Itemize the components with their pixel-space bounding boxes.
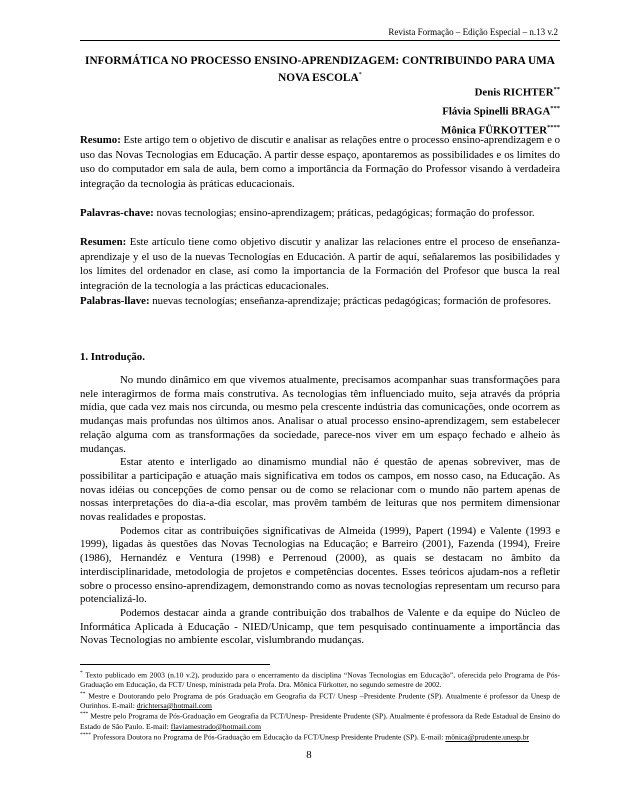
footnote-text: Professora Doutora no Programa de Pós-Graduação em Educação da FCT/Unesp Presidente Prudente (SP). E-mail:	[92, 732, 444, 742]
abstract-text: Este artículo tiene como objetivo discutir y analizar las relaciones entre el proceso de enseñanza-aprendizaje y el uso de la nuevas Tecnologías en Educación. A partir de aquí, señalaremos las posibilidades y los límites del ordenador en clase, así como la importancia de la Formación del Profesor que busca la real integración de la tecnología a las prácticas educacionales.	[80, 236, 560, 292]
footnote-text: Mestre pelo Programa de Pós-Graduação em Geografia da FCT/Unesp- Presidente Prudente (SP). Atualmente é professora da Rede Estadual de Ensino do Estado de São Paulo. E-mail:	[80, 711, 560, 731]
abstract-label: Resumo:	[80, 134, 121, 146]
footnote-text: Texto publicado em 2003 (n.10 v.2), produzido para o encerramento da disciplina “Novas Tecnologias em Educação”, oferecida pelo Programa de Pós-Graduação em Educação, da FCT/ Unesp, ministrada pela Profa. Dra. Mônica Fürkotter, no segundo semestre de 2002.	[80, 670, 560, 690]
running-header: Revista Formação – Edição Especial – n.13 v.2	[388, 27, 558, 37]
abstract-portuguese	[80, 133, 560, 191]
email-link[interactable]: flaviamestrado@hotmail.com	[170, 721, 261, 731]
footnotes	[80, 669, 560, 742]
footnote-rule	[80, 664, 270, 665]
author-list	[441, 82, 560, 138]
article-title-text: INFORMÁTICA NO PROCESSO ENSINO-APRENDIZAGEM: CONTRIBUINDO PARA UMA NOVA ESCOLA	[85, 55, 555, 84]
abstract-spanish	[80, 235, 560, 293]
abstract-text: Este artigo tem o objetivo de discutir e analisar as relações entre o processo ensino-aprendizagem e o uso das Novas Tecnologias em Educação. A partir desse espaço, apontaremos as possibilidades e os limites do uso do computador em sala de aula, bem como a importância da Formação do Professor visando à verdadeira integração da tecnologia às práticas educacionais.	[80, 134, 561, 190]
author-footnote-mark: ****	[547, 123, 560, 131]
footnote-mark: **	[80, 690, 86, 697]
section-heading: 1. Introdução.	[80, 351, 145, 363]
keywords-label: Palabras-llave:	[80, 295, 150, 307]
keywords-text: novas tecnologias; ensino-aprendizagem; práticas, pedagógicas; formação do professor.	[156, 207, 535, 219]
title-footnote-mark: *	[358, 71, 362, 78]
footnote	[80, 710, 560, 731]
body-paragraph: Podemos destacar ainda a grande contribuição dos trabalhos de Valente e da equipe do Núcleo de Informática Aplicada à Educação - NIED/Unicamp, que tem pesquisado continuamente a importância das Novas Tecnologias no ambiente escolar, vislumbrando mudanças.	[80, 606, 560, 647]
body-paragraph: Podemos citar as contribuições significativas de Almeida (1999), Papert (1994) e Valente (1993 e 1999), ligadas às questões das Novas Tecnologias na Educação; e Barreiro (2001), Fazenda (1994), Freire (1986), Hernandéz e Ventura (1998) e Perrenoud (2000), as quais se destacam no âmbito da interdisciplinaridade, metodologia de projetos e competências docentes. Esses teóricos ajudam-nos a refletir sobre o processo ensino-aprendizagem, demonstrando como as novas tecnologias representam um recurso para potencializá-lo.	[80, 524, 560, 606]
footnote-mark: ***	[80, 711, 89, 718]
page-number: 8	[306, 749, 312, 761]
section-body	[80, 374, 560, 648]
header-rule	[80, 40, 560, 41]
author-name: Mônica FÜRKOTTER	[441, 124, 547, 137]
author-name: Denis RICHTER	[474, 86, 554, 99]
author-name: Flávia Spinelli BRAGA	[442, 105, 551, 118]
body-paragraph: No mundo dinâmico em que vivemos atualmente, precisamos acompanhar suas transformações para nele interagirmos de forma mais construtiva. As tecnologias têm influenciado muito, seja através da própria mídia, que cada vez mais nos circunda, ou mesmo pela crescente indústria das comunicações, onde ocorrem as mudanças mais profundas nos últimos anos. Analisar o atual processo ensino-aprendizagem, sem estabelecer relação alguma com as transformações da sociedade, parece-nos viver em um espaço fechado e alheio às mudanças.	[80, 374, 560, 455]
author	[441, 82, 560, 101]
email-link[interactable]: mônica@prudente.unesp.br	[445, 732, 530, 742]
author	[441, 101, 560, 120]
footnote	[80, 690, 560, 711]
footnote-text: Mestre e Doutorando pelo Programa de pós Graduação em Geografia da FCT/ Unesp –Presidente Prudente (SP). Atualmente é professor da Unesp de Ourinhos. E-mail:	[80, 691, 560, 710]
abstract-label: Resumen:	[80, 236, 127, 248]
footnote	[80, 731, 560, 742]
keywords-portuguese	[80, 206, 560, 221]
body-paragraph: Estar atento e interligado ao dinamismo mundial não é questão de apenas sobreviver, mas de possibilitar a participação e atuação mais significativa em todos os campos, em nosso caso, na Educação. As novas idéias ou concepções de como pensar ou de como se relacionar com o mundo não partem apenas de nossas interpretações do dia-a-dia escolar, mas provêm também de leituras que nos permitem dimensionar novas realidades e propostas.	[80, 456, 560, 524]
keywords-label: Palavras-chave:	[80, 207, 154, 219]
email-link[interactable]: drichtersa@hotmail.com	[136, 700, 212, 710]
author-footnote-mark: **	[553, 86, 560, 93]
footnote-mark: *	[80, 670, 83, 676]
keywords-spanish	[80, 294, 560, 309]
article-title	[80, 54, 560, 85]
keywords-text: nuevas tecnologías; enseñanza-aprendizaje; prácticas pedagógicas; formación de profesores.	[152, 295, 551, 307]
author-footnote-mark: ***	[550, 104, 560, 112]
footnote-mark: ****	[80, 732, 91, 739]
footnote	[80, 669, 560, 690]
